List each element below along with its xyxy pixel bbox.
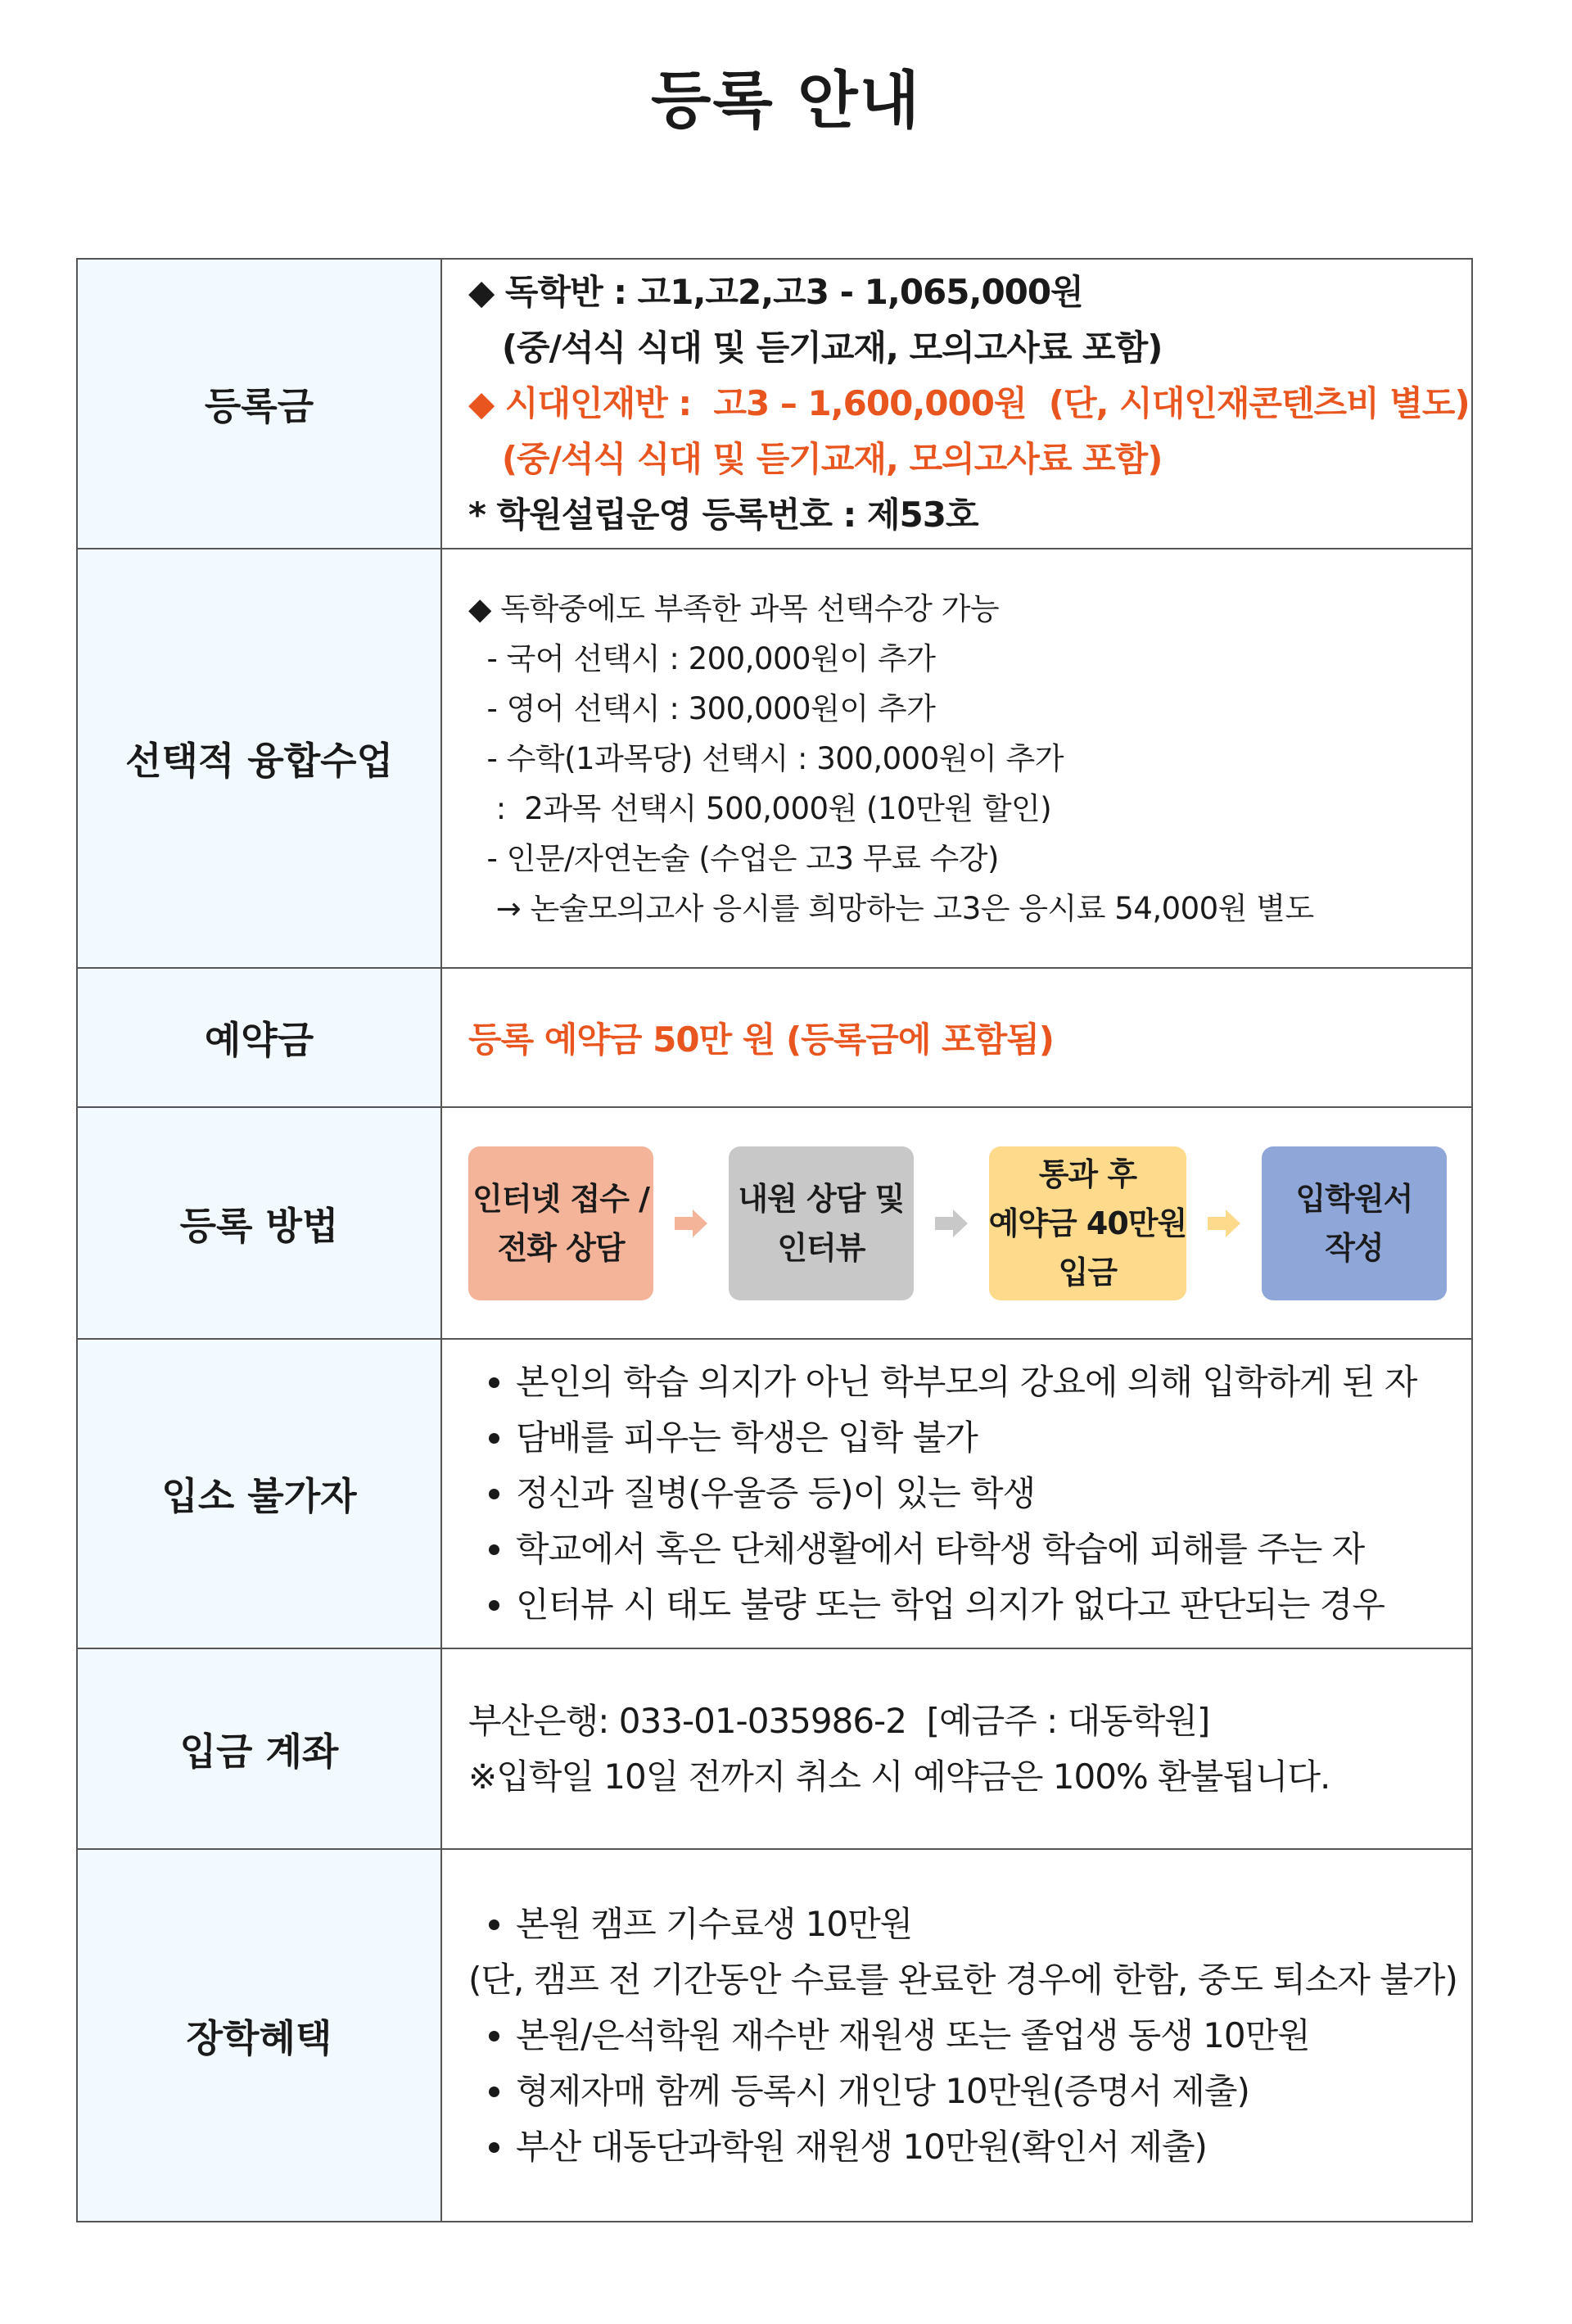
content-scholarship xyxy=(441,1849,1472,2222)
elective-line: - 영어 선택시 : 300,000원이 추가 xyxy=(468,690,936,726)
step-deposit-payment xyxy=(989,1146,1187,1300)
label-ineligible: 입소 불가자 xyxy=(77,1339,441,1648)
elective-line: - 인문/자연논술 (수업은 고3 무료 수강) xyxy=(468,840,999,876)
scholarship-list xyxy=(468,2008,1447,2175)
step-label: 입학원서 작성 xyxy=(1295,1180,1413,1266)
step-label: 인터넷 접수 / 전화 상담 xyxy=(472,1180,650,1266)
list-item: • 형제자매 함께 등록시 개인당 10만원(증명서 제출) xyxy=(516,2064,1447,2119)
label-fee: 등록금 xyxy=(77,259,441,549)
list-item: • 학교에서 혹은 단체생활에서 타학생 학습에 피해를 주는 자 xyxy=(516,1521,1447,1577)
fee-line: ◆ 독학반 : 고1,고2,고3 - 1,065,000원 xyxy=(468,272,1083,312)
step-label: 통과 후 예약금 40만원 입금 xyxy=(988,1155,1187,1291)
list-item: • 부산 대동단과학원 재원생 10만원(확인서 제출) xyxy=(516,2119,1447,2175)
ineligible-list xyxy=(468,1354,1447,1633)
fee-line-highlight: (중/석식 식대 및 듣기교재, 모의고사료 포함) xyxy=(468,439,1163,479)
row-ineligible xyxy=(77,1339,1472,1648)
row-account xyxy=(77,1648,1472,1849)
step-interview xyxy=(729,1146,914,1300)
label-deposit: 예약금 xyxy=(77,968,441,1107)
label-scholarship: 장학혜택 xyxy=(77,1849,441,2222)
row-scholarship xyxy=(77,1849,1472,2222)
label-account: 입금 계좌 xyxy=(77,1648,441,1849)
arrow-right-icon xyxy=(1205,1207,1243,1240)
label-elective: 선택적 융합수업 xyxy=(77,549,441,968)
elective-line: - 국어 선택시 : 200,000원이 추가 xyxy=(468,640,936,676)
list-item: • 인터뷰 시 태도 불량 또는 학업 의지가 없다고 판단되는 경우 xyxy=(516,1577,1447,1633)
elective-line: : 2과목 선택시 500,000원 (10만원 할인) xyxy=(468,790,1052,826)
scholarship-list xyxy=(468,1897,1447,1952)
account-number: 부산은행: 033-01-035986-2 [예금주 : 대동학원] xyxy=(468,1700,1210,1741)
fee-line: * 학원설립운영 등록번호 : 제53호 xyxy=(468,495,978,535)
refund-note: ※입학일 10일 전까지 취소 시 예약금은 100% 환불됩니다. xyxy=(468,1756,1330,1797)
fee-line-highlight: ◆ 시대인재반 : 고3 – 1,600,000원 (단, 시대인재콘텐츠비 별도) xyxy=(468,383,1470,423)
content-fee xyxy=(441,259,1472,549)
content-account xyxy=(441,1648,1472,1849)
elective-line: ◆ 독학중에도 부족한 과목 선택수강 가능 xyxy=(468,590,1000,626)
content-ineligible xyxy=(441,1339,1472,1648)
scholarship-note: (단, 캠프 전 기간동안 수료를 완료한 경우에 한함, 중도 퇴소자 불가) xyxy=(468,1959,1457,2000)
row-elective xyxy=(77,549,1472,968)
registration-info-table xyxy=(76,258,1473,2222)
step-application-form xyxy=(1262,1146,1447,1300)
list-item: • 본원 캠프 기수료생 10만원 xyxy=(516,1897,1447,1952)
step-online-apply xyxy=(468,1146,653,1300)
elective-line: → 논술모의고사 응시를 희망하는 고3은 응시료 54,000원 별도 xyxy=(468,890,1314,926)
fee-line: (중/석식 식대 및 듣기교재, 모의고사료 포함) xyxy=(468,328,1163,368)
registration-flow xyxy=(468,1146,1447,1300)
deposit-text: 등록 예약금 50만 원 (등록금에 포함됨) xyxy=(441,968,1472,1107)
list-item: • 본인의 학습 의지가 아닌 학부모의 강요에 의해 입학하게 된 자 xyxy=(516,1354,1447,1410)
list-item: • 본원/은석학원 재수반 재원생 또는 졸업생 동생 10만원 xyxy=(516,2008,1447,2064)
list-item: • 담배를 피우는 학생은 입학 불가 xyxy=(516,1410,1447,1466)
arrow-right-icon xyxy=(672,1207,710,1240)
elective-line: - 수학(1과목당) 선택시 : 300,000원이 추가 xyxy=(468,740,1064,776)
row-fee xyxy=(77,259,1472,549)
page-title: 등록 안내 xyxy=(650,64,922,137)
list-item: • 정신과 질병(우울증 등)이 있는 학생 xyxy=(516,1466,1447,1521)
content-method xyxy=(441,1107,1472,1339)
arrow-right-icon xyxy=(933,1207,970,1240)
label-method: 등록 방법 xyxy=(77,1107,441,1339)
step-label: 내원 상담 및 인터뷰 xyxy=(738,1180,905,1266)
row-method xyxy=(77,1107,1472,1339)
content-elective xyxy=(441,549,1472,968)
row-deposit xyxy=(77,968,1472,1107)
